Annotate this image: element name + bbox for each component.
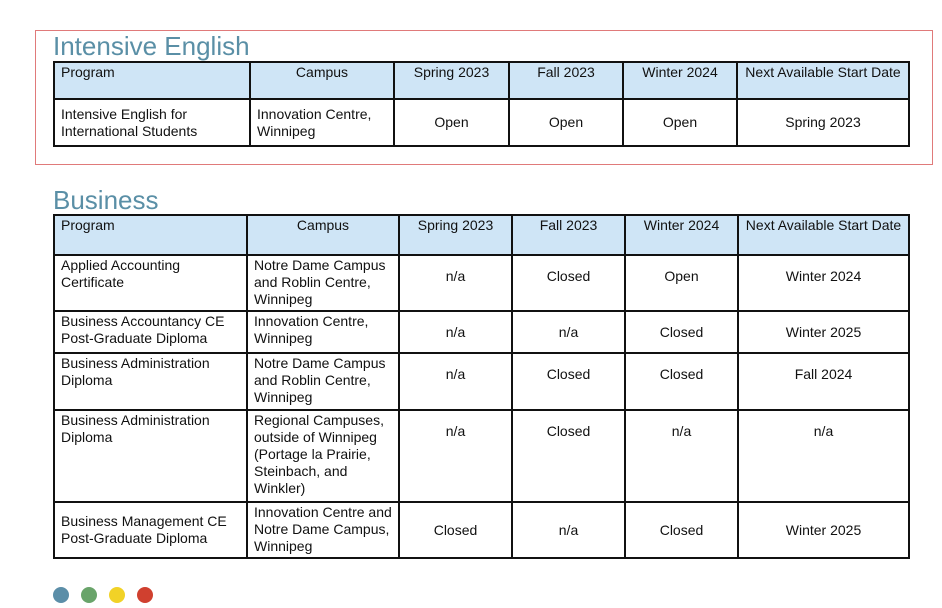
campus-cell: Innovation Centre and Notre Dame Campus, Winnipeg — [247, 502, 399, 558]
table-row — [54, 502, 909, 558]
next-start-cell: Winter 2024 — [738, 255, 909, 311]
business-table — [53, 214, 910, 559]
campus-cell: Regional Campuses, outside of Winnipeg (Portage la Prairie, Steinbach, and Winkler) — [247, 410, 399, 502]
campus-cell: Notre Dame Campus and Roblin Centre, Winnipeg — [247, 353, 399, 410]
table-header-row — [54, 215, 909, 255]
program-cell: Business Accountancy CE Post-Graduate Diploma — [54, 311, 247, 353]
decorative-dots — [53, 587, 153, 603]
header-next-start: Next Available Start Date — [738, 215, 909, 255]
yellow-dot — [109, 587, 125, 603]
spring-2023-cell: n/a — [399, 353, 512, 410]
program-cell: Business Administration Diploma — [54, 353, 247, 410]
header-fall-2023: Fall 2023 — [509, 62, 623, 99]
winter-2024-cell: Open — [625, 255, 738, 311]
fall-2023-cell: Open — [509, 99, 623, 146]
program-cell: Intensive English for International Students — [54, 99, 250, 146]
header-winter-2024: Winter 2024 — [623, 62, 737, 99]
next-start-cell: n/a — [738, 410, 909, 502]
header-spring-2023: Spring 2023 — [394, 62, 509, 99]
winter-2024-cell: Closed — [625, 353, 738, 410]
header-spring-2023: Spring 2023 — [399, 215, 512, 255]
next-start-cell: Winter 2025 — [738, 502, 909, 558]
fall-2023-cell: Closed — [512, 353, 625, 410]
red-dot — [137, 587, 153, 603]
header-program: Program — [54, 62, 250, 99]
header-winter-2024: Winter 2024 — [625, 215, 738, 255]
winter-2024-cell: Closed — [625, 502, 738, 558]
spring-2023-cell: n/a — [399, 255, 512, 311]
next-start-cell: Fall 2024 — [738, 353, 909, 410]
table-row — [54, 353, 909, 410]
header-campus: Campus — [247, 215, 399, 255]
table-row — [54, 311, 909, 353]
spring-2023-cell: n/a — [399, 410, 512, 502]
header-campus: Campus — [250, 62, 394, 99]
section-title-intensive-english: Intensive English — [53, 31, 250, 61]
next-start-cell: Spring 2023 — [737, 99, 909, 146]
fall-2023-cell: Closed — [512, 410, 625, 502]
section-title-business: Business — [53, 185, 159, 215]
campus-cell: Innovation Centre, Winnipeg — [250, 99, 394, 146]
fall-2023-cell: n/a — [512, 311, 625, 353]
spring-2023-cell: Open — [394, 99, 509, 146]
table-row — [54, 410, 909, 502]
header-fall-2023: Fall 2023 — [512, 215, 625, 255]
winter-2024-cell: Open — [623, 99, 737, 146]
next-start-cell: Winter 2025 — [738, 311, 909, 353]
winter-2024-cell: n/a — [625, 410, 738, 502]
fall-2023-cell: Closed — [512, 255, 625, 311]
winter-2024-cell: Closed — [625, 311, 738, 353]
program-cell: Business Administration Diploma — [54, 410, 247, 502]
fall-2023-cell: n/a — [512, 502, 625, 558]
header-program: Program — [54, 215, 247, 255]
campus-cell: Innovation Centre, Winnipeg — [247, 311, 399, 353]
header-next-start: Next Available Start Date — [737, 62, 909, 99]
blue-dot — [53, 587, 69, 603]
table-row — [54, 99, 909, 146]
green-dot — [81, 587, 97, 603]
program-cell: Business Management CE Post-Graduate Diploma — [54, 502, 247, 558]
program-cell: Applied Accounting Certificate — [54, 255, 247, 311]
spring-2023-cell: Closed — [399, 502, 512, 558]
spring-2023-cell: n/a — [399, 311, 512, 353]
campus-cell: Notre Dame Campus and Roblin Centre, Winnipeg — [247, 255, 399, 311]
table-header-row — [54, 62, 909, 99]
table-row — [54, 255, 909, 311]
intensive-english-table — [53, 61, 910, 147]
